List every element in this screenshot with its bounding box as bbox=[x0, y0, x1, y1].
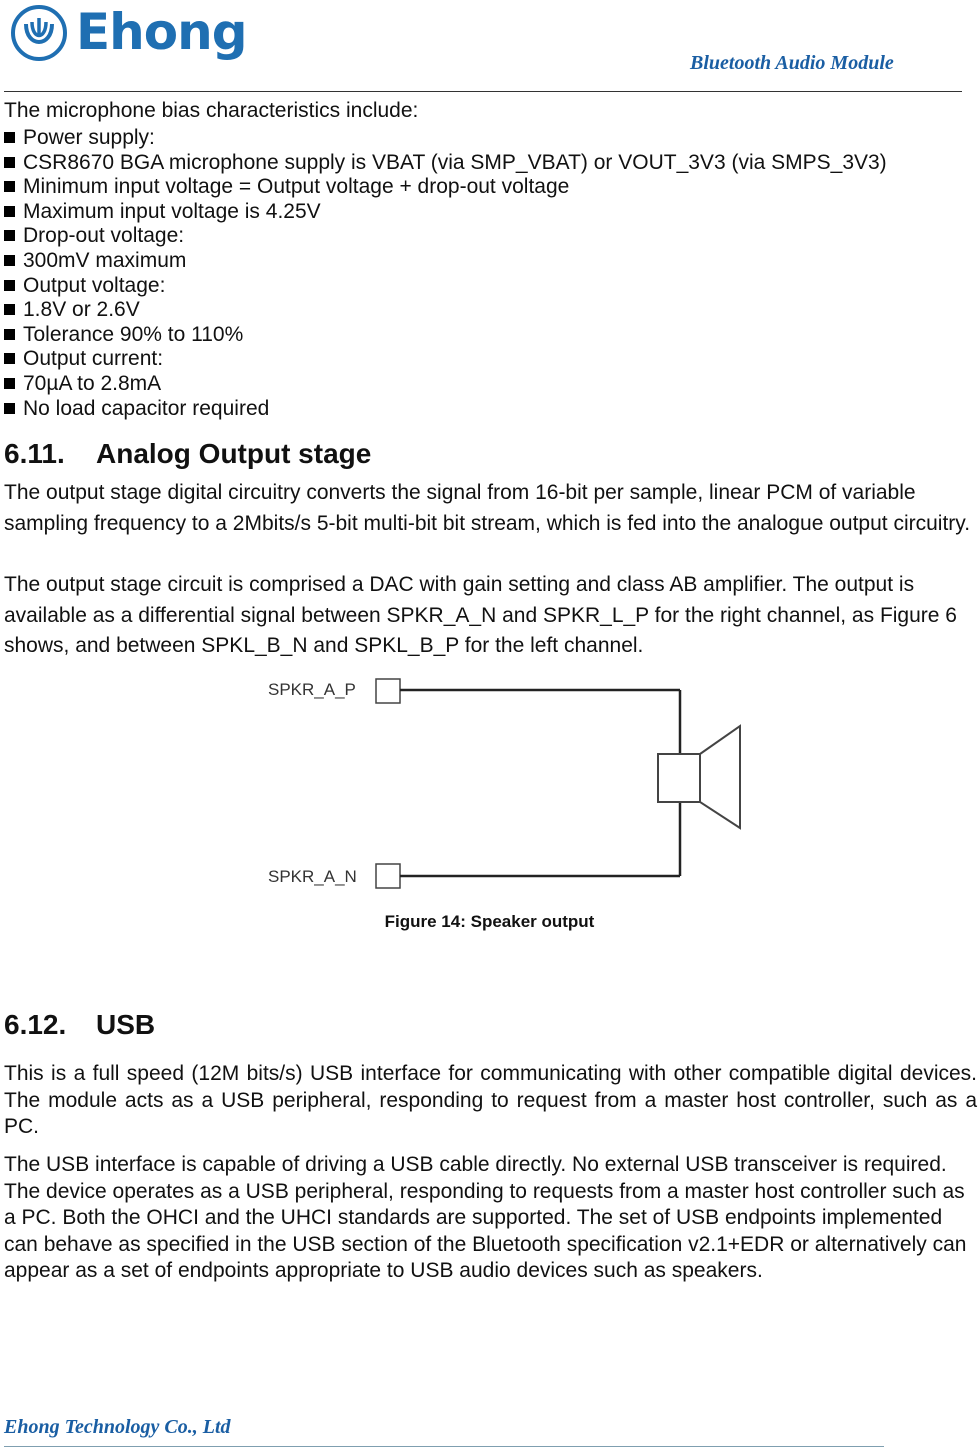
figure-caption: Figure 14: Speaker output bbox=[384, 912, 595, 931]
square-bullet-icon bbox=[4, 255, 15, 266]
list-item: Minimum input voltage = Output voltage + drop-out voltage bbox=[4, 175, 887, 200]
square-bullet-icon bbox=[4, 304, 15, 315]
section-number: 6.12. bbox=[4, 1009, 67, 1040]
list-item: No load capacitor required bbox=[4, 397, 887, 422]
section-heading-analog-output bbox=[4, 437, 371, 471]
list-item: Output current: bbox=[4, 347, 887, 372]
square-bullet-icon bbox=[4, 353, 15, 364]
section-heading-usb bbox=[4, 1008, 155, 1042]
list-item: Tolerance 90% to 110% bbox=[4, 323, 887, 348]
square-bullet-icon bbox=[4, 230, 15, 241]
speaker-icon bbox=[658, 726, 740, 828]
footer-divider bbox=[4, 1446, 884, 1447]
list-item: 300mV maximum bbox=[4, 249, 887, 274]
square-bullet-icon bbox=[4, 132, 15, 143]
square-bullet-icon bbox=[4, 403, 15, 414]
pin-pad-top bbox=[376, 679, 400, 703]
square-bullet-icon bbox=[4, 378, 15, 389]
list-item: 70µA to 2.8mA bbox=[4, 372, 887, 397]
section-number: 6.11. bbox=[4, 438, 65, 469]
logo-wordmark: Ehong bbox=[76, 3, 247, 61]
analog-paragraph-2: The output stage circuit is comprised a DAC with gain setting and class AB amplifier. The output is available as a differential signal between SPKR_A_N and SPKR_L_P for the right channel, as Figure 6 shows, and between SPKL_B_N and SPKL_B_P for the left channel. bbox=[4, 573, 957, 658]
list-item: Maximum input voltage is 4.25V bbox=[4, 200, 887, 225]
list-item: Output voltage: bbox=[4, 274, 887, 299]
list-item: Drop-out voltage: bbox=[4, 224, 887, 249]
speaker-output-diagram bbox=[260, 672, 760, 897]
square-bullet-icon bbox=[4, 280, 15, 291]
section-title: USB bbox=[96, 1009, 156, 1040]
section-title: Analog Output stage bbox=[96, 438, 372, 469]
square-bullet-icon bbox=[4, 329, 15, 340]
header-title: Bluetooth Audio Module bbox=[690, 52, 894, 74]
list-item: 1.8V or 2.6V bbox=[4, 298, 887, 323]
square-bullet-icon bbox=[4, 206, 15, 217]
pin-label-top: SPKR_A_P bbox=[268, 680, 356, 699]
list-item: CSR8670 BGA microphone supply is VBAT (via SMP_VBAT) or VOUT_3V3 (via SMPS_3V3) bbox=[4, 151, 887, 176]
ehong-swirl-logo-icon bbox=[10, 4, 68, 62]
pin-pad-bottom bbox=[376, 864, 400, 888]
company-logo bbox=[10, 2, 250, 62]
mic-bias-intro: The microphone bias characteristics include: bbox=[4, 99, 419, 122]
footer-company: Ehong Technology Co., Ltd bbox=[4, 1416, 231, 1438]
square-bullet-icon bbox=[4, 181, 15, 192]
usb-paragraph-1: This is a full speed (12M bits/s) USB interface for communicating with other compatible digital devices. The module acts as a USB peripheral, responding to request from a master host controller, such as a PC. bbox=[4, 1062, 977, 1138]
square-bullet-icon bbox=[4, 157, 15, 168]
header-divider bbox=[4, 91, 962, 92]
usb-paragraph-2: The USB interface is capable of driving a USB cable directly. No external USB transceiver is required. The device operates as a USB peripheral, responding to requests from a master host controller such as a PC. Both the OHCI and the UHCI standards are supported. The set of USB endpoints implemented can behave as specified in the USB section of the Bluetooth specification v2.1+EDR or alternatively can appear as a set of endpoints appropriate to USB audio devices such as speakers. bbox=[4, 1153, 967, 1282]
list-item: Power supply: bbox=[4, 126, 887, 151]
analog-paragraph-1: The output stage digital circuitry converts the signal from 16-bit per sample, linear PCM of variable sampling frequency to a 2Mbits/s 5-bit multi-bit bit stream, which is fed into the analogue output circuitry. bbox=[4, 481, 971, 535]
mic-bias-list bbox=[4, 126, 887, 421]
pin-label-bottom: SPKR_A_N bbox=[268, 867, 357, 886]
